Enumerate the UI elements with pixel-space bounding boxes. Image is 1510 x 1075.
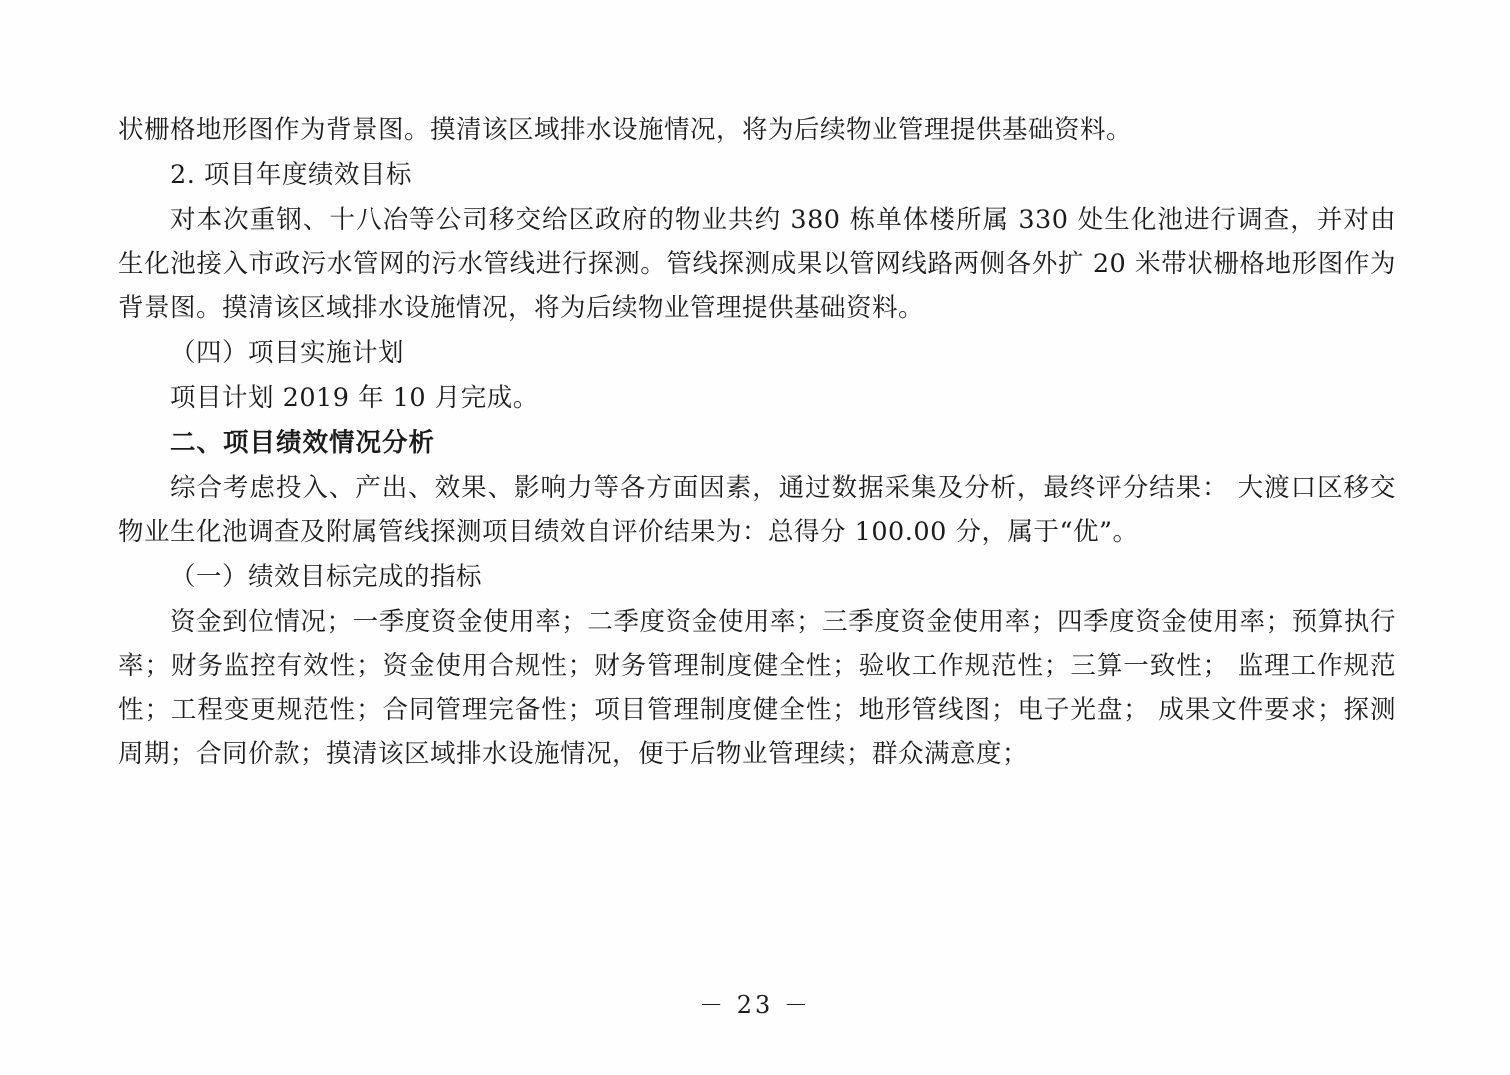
sub-heading-completed-indicators: （一）绩效目标完成的指标 [170,562,483,592]
sub-heading-annual-performance-goal: 2. 项目年度绩效目标 [170,160,412,190]
paragraph-indicator-list: 资金到位情况；一季度资金使用率；二季度资金使用率；三季度资金使用率；四季度资金使用率；预算执行率；财务监控有效性；资金使用合规性；财务管理制度健全性；验收工作规范性；三算一致性； 监理工作规范性；工程变更规范性；合同管理完备性；项目管理制度健全性；地形管线图；电子光盘； 成果文件要求；探测周期；合同价款；摸清该区域排水设施情况，便于后物业管理续；群众满意度； [118,607,1396,769]
paragraph-plan-schedule: 项目计划 2019 年 10 月完成。 [170,383,539,413]
section-heading-performance-analysis: 二、项目绩效情况分析 [170,428,436,458]
paragraph-overall-score: 综合考虑投入、产出、效果、影响力等各方面因素，通过数据采集及分析，最终评分结果： 大渡口区移交物业生化池调查及附属管线探测项目绩效自评价结果为：总得分 100.00 分，属于“优”。 [118,473,1396,547]
paragraph-project-scope: 对本次重钢、十八冶等公司移交给区政府的物业共约 380 栋单体楼所属 330 处生化池进行调查，并对由生化池接入市政污水管网的污水管线进行探测。管线探测成果以管网线路两侧各外扩 20 米带状栅格地形图作为背景图。摸清该区域排水设施情况，将为后续物业管理提供基础资料。 [118,205,1396,323]
document-body [118,108,1396,777]
page-number: － 23 － [699,991,811,1019]
sub-heading-implementation-plan: （四）项目实施计划 [170,338,405,368]
paragraph-continuation: 状栅格地形图作为背景图。摸清该区域排水设施情况，将为后续物业管理提供基础资料。 [118,115,1133,145]
